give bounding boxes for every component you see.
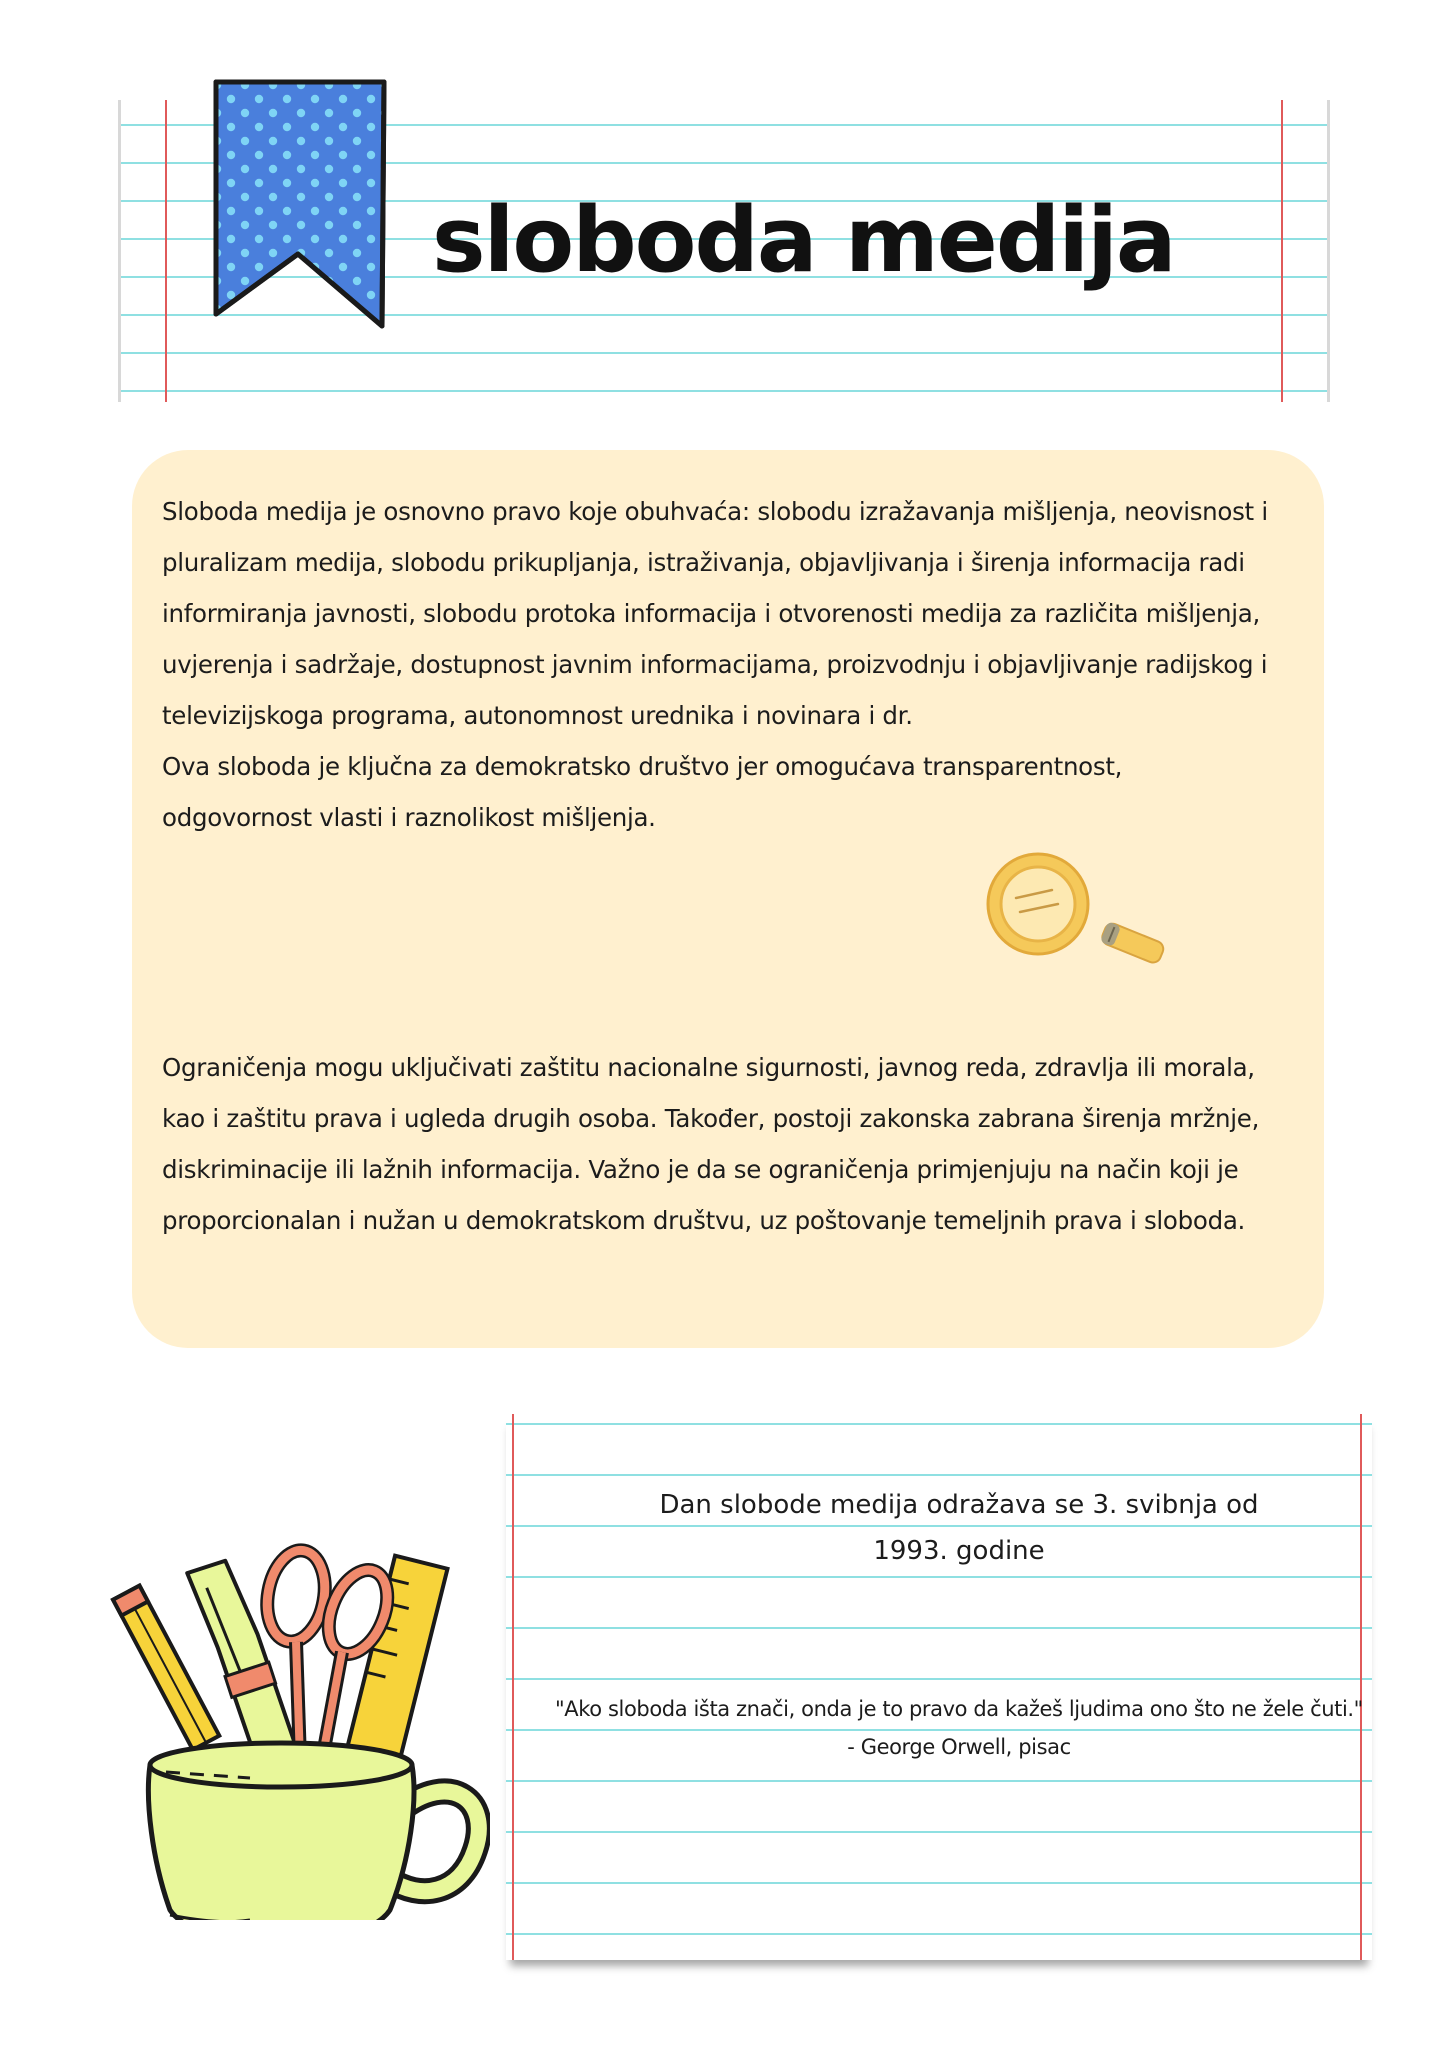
note-paper [506,1414,1372,1960]
bookmark-ribbon-icon [210,78,390,330]
header-margin-line-right [1281,100,1283,402]
page-title: sloboda medija [432,188,1175,293]
header-margin-line-left [165,100,167,402]
quote-block [506,1690,1372,1766]
quote-text: "Ako sloboda išta znači, onda je to pravo da kažeš ljudima ono što ne žele čuti." [555,1697,1363,1721]
limitations-paragraph: Ograničenja mogu uključivati zaštitu nacionalne sigurnosti, javnog reda, zdravlja ili morala, kao i zaštitu prava i ugleda drugih osoba. Također, postoji zakonska zabrana širenja mržnje, diskriminacije ili lažnih informacija. Važno je da se ograničenja primjenjuju na način koji je proporcionalan i nužan u demokratskom društvu, uz poštovanje temeljnih prava i sloboda. [162,1053,1260,1235]
date-line-1: Dan slobode medija odražava se 3. svibnja od [659,1490,1259,1520]
media-freedom-day-text [506,1482,1372,1574]
date-line-2: 1993. godine [873,1536,1045,1566]
quote-author: - George Orwell, pisac [847,1735,1071,1759]
importance-paragraph: Ova sloboda je ključna za demokratsko društvo jer omogućava transparentnost, odgovornost vlasti i raznolikost mišljenja. [162,752,1123,832]
pencil-cup-icon [100,1520,490,1920]
intro-paragraph: Sloboda medija je osnovno pravo koje obuhvaća: slobodu izražavanja mišljenja, neovisnost i pluralizam medija, slobodu prikupljanja, istraživanja, objavljivanja i širenja informacija radi informiranja javnosti, slobodu protoka informacija i otvorenosti medija za različita mišljenja, uvjerenja i sadržaje, dostupnost javnim informacijama, proizvodnju i objavljivanje radijskog i televizijskoga programa, autonomnost urednika i novinara i dr. [162,497,1268,730]
magnifying-glass-icon [980,848,1200,978]
